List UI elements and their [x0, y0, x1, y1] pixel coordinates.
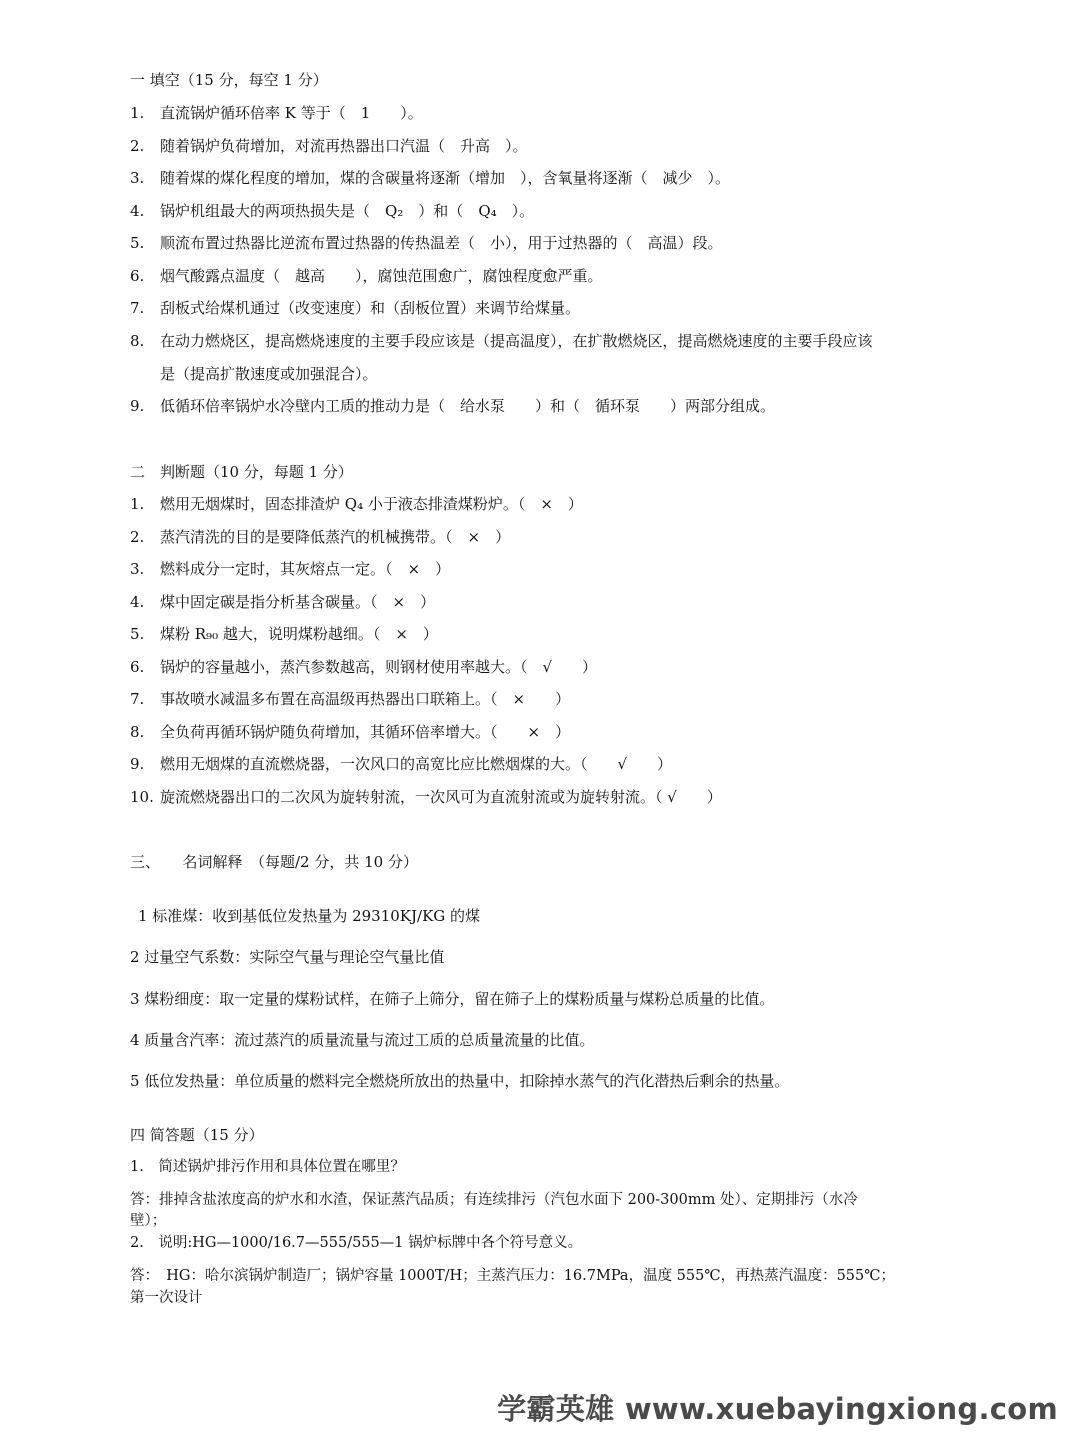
- item-text: 事故喷水减温多布置在高温级再热器出口联箱上。（ × ）: [160, 690, 571, 708]
- fill-item-3: [130, 168, 730, 188]
- item-text: 随着锅炉负荷增加，对流再热器出口汽温（ 升高 ）。: [160, 137, 528, 155]
- item-number: 6.: [130, 267, 145, 285]
- section-3-title: 三、 名词解释 （每题/2 分，共 10 分）: [130, 853, 418, 871]
- item-text: 锅炉机组最大的两项热损失是（ Q₂ ）和（ Q₄ ）。: [160, 202, 535, 220]
- item-text: 顺流布置过热器比逆流布置过热器的传热温差（ 小），用于过热器的（ 高温）段。: [160, 234, 723, 252]
- judge-item-4: [130, 592, 435, 612]
- item-text: 锅炉的容量越小，蒸汽参数越高，则钢材使用率越大。（ √ ）: [160, 658, 598, 676]
- item-number: 8.: [130, 723, 145, 741]
- judge-item-3: [130, 559, 450, 579]
- item-text: 烟气酸露点温度（ 越高 ），腐蚀范围愈广，腐蚀程度愈严重。: [160, 267, 603, 285]
- answer-1-line-2: 壁）；: [130, 1213, 167, 1229]
- judge-item-8: [130, 722, 570, 742]
- item-number: 5.: [130, 234, 145, 252]
- answer-2-line-1: 答： HG：哈尔滨锅炉制造厂；锅炉容量 1000T/H；主蒸汽压力：16.7MPa，温度 555℃，再热蒸汽温度：555℃；: [130, 1268, 895, 1284]
- item-text: 燃用无烟煤的直流燃烧器，一次风口的高宽比应比燃烟煤的大。（ √ ）: [160, 755, 673, 773]
- item-text: 直流锅炉循环倍率 K 等于（ 1 ）。: [160, 104, 423, 122]
- item-text: 低循环倍率锅炉水冷壁内工质的推动力是（ 给水泵 ）和（ 循环泵 ）两部分组成。: [160, 397, 776, 415]
- item-text: 全负荷再循环锅炉随负荷增加，其循环倍率增大。（ × ）: [160, 723, 571, 741]
- fill-item-8-continued: [130, 364, 378, 384]
- item-number: 10.: [130, 788, 154, 806]
- section-1-title: 一 填空（15 分，每空 1 分）: [130, 71, 328, 89]
- item-number: 9.: [130, 755, 145, 773]
- item-number: 4.: [130, 593, 145, 611]
- fill-item-9: [130, 396, 775, 416]
- answer-2-line-2: 第一次设计: [130, 1290, 203, 1306]
- item-number: 2.: [130, 137, 145, 155]
- definition-item-1: 1 标准煤：收到基低位发热量为 29310KJ/KG 的煤: [138, 907, 481, 925]
- item-number: 9.: [130, 397, 145, 415]
- item-number: 1.: [130, 495, 145, 513]
- definition-item-4: 4 质量含汽率：流过蒸汽的质量流量与流过工质的总质量流量的比值。: [130, 1031, 595, 1049]
- item-number: 6.: [130, 658, 145, 676]
- item-number: 7.: [130, 690, 145, 708]
- item-number: 4.: [130, 202, 145, 220]
- item-text: 在动力燃烧区，提高燃烧速度的主要手段应该是（提高温度），在扩散燃烧区，提高燃烧速度的主要手段应该: [160, 332, 873, 350]
- item-number: 2.: [130, 528, 145, 546]
- definition-item-3: 3 煤粉细度：取一定量的煤粉试样，在筛子上筛分，留在筛子上的煤粉质量与煤粉总质量的比值。: [130, 990, 775, 1008]
- item-text: 随着煤的煤化程度的增加，煤的含碳量将逐渐（增加 ），含氧量将逐渐（ 减少 ）。: [160, 169, 731, 187]
- item-text: 燃料成分一定时，其灰熔点一定。（ × ）: [160, 560, 451, 578]
- answer-1-line-1: 答：排掉含盐浓度高的炉水和水渣，保证蒸汽品质；有连续排污（汽包水面下 200-300mm 处）、定期排污（水冷: [130, 1192, 858, 1208]
- item-text: 刮板式给煤机通过（改变速度）和（刮板位置）来调节给煤量。: [160, 299, 581, 317]
- judge-item-5: [130, 624, 438, 644]
- fill-item-5: [130, 233, 723, 253]
- definition-item-5: 5 低位发热量：单位质量的燃料完全燃烧所放出的热量中，扣除掉水蒸气的汽化潜热后剩余的热量。: [130, 1072, 790, 1090]
- item-number: 1.: [130, 104, 145, 122]
- item-number: 3.: [130, 560, 145, 578]
- question-2: 2. 说明:HG—1000/16.7—555/555—1 锅炉标牌中各个符号意义。: [130, 1235, 583, 1251]
- fill-item-7: [130, 298, 580, 318]
- item-number: 8.: [130, 332, 145, 350]
- item-text: 是（提高扩散速度或加强混合）。: [160, 365, 378, 383]
- definition-item-2: 2 过量空气系数：实际空气量与理论空气量比值: [130, 948, 445, 966]
- item-text: 燃用无烟煤时，固态排渣炉 Q₄ 小于液态排渣煤粉炉。（ × ）: [160, 495, 583, 513]
- fill-item-4: [130, 201, 534, 221]
- section-4-title: 四 简答题（15 分）: [130, 1126, 264, 1144]
- item-number: 5.: [130, 625, 145, 643]
- fill-item-2: [130, 136, 528, 156]
- fill-item-8: [130, 331, 873, 351]
- item-text: 旋流燃烧器出口的二次风为旋转射流，一次风可为直流射流或为旋转射流。（ √ ）: [160, 788, 722, 806]
- item-text: 煤粉 R₉₀ 越大，说明煤粉越细。（ × ）: [160, 625, 438, 643]
- section-2-title: 二 判断题（10 分，每题 1 分）: [130, 463, 353, 481]
- judge-item-1: [130, 494, 583, 514]
- fill-item-1: [130, 103, 423, 123]
- item-text: 蒸汽清洗的目的是要降低蒸汽的机械携带。（ × ）: [160, 528, 511, 546]
- judge-item-9: [130, 754, 672, 774]
- judge-item-6: [130, 657, 597, 677]
- judge-item-7: [130, 689, 570, 709]
- judge-item-2: [130, 527, 510, 547]
- item-number: 7.: [130, 299, 145, 317]
- item-text: 煤中固定碳是指分析基含碳量。（ × ）: [160, 593, 436, 611]
- site-watermark: 学霸英雄 www.xuebayingxiong.com: [497, 1392, 1058, 1426]
- judge-item-10: [130, 787, 722, 807]
- fill-item-6: [130, 266, 603, 286]
- item-number: 3.: [130, 169, 145, 187]
- question-1: 1. 简述锅炉排污作用和具体位置在哪里？: [130, 1159, 405, 1175]
